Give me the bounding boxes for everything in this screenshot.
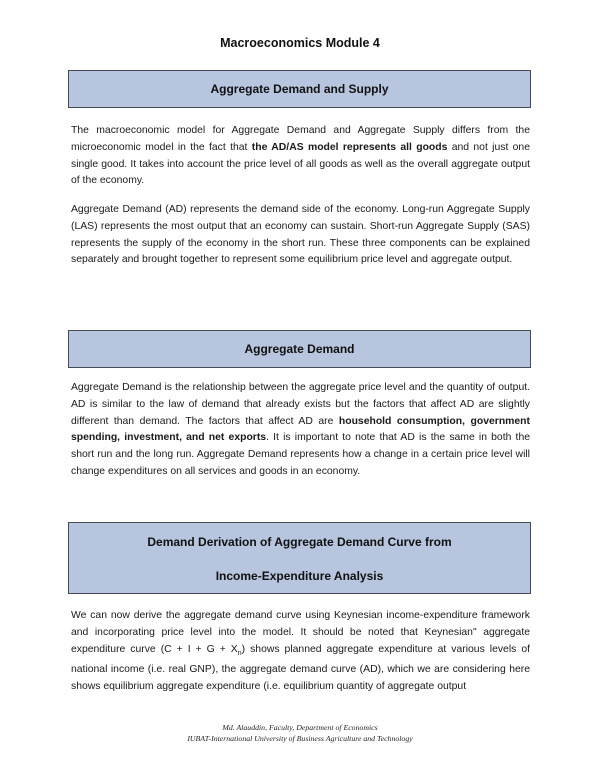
paragraph-components: Aggregate Demand (AD) represents the demand side of the economy. Long-run Aggregate Supply (LAS) represents the most output that an economy can sustain. Short-run Aggregate Supply (SAS) represents the supply of the economy in the short run. These three components can be explained separately and brought together to represent some equilibrium price level and aggregate output.: [71, 204, 530, 266]
footer-author: Md. Alauddin, Faculty, Department of Economics: [222, 723, 378, 732]
paragraph-text: We can now derive the aggregate demand curve using Keynesian income-expenditure framework and incorporating price level into the model. It should be noted that Keynesian" aggregate expenditure curve (C + I + G + X: [71, 610, 530, 655]
paragraph-aggregate-demand: [71, 380, 530, 481]
section-heading-aggregate-demand: Aggregate Demand: [68, 330, 531, 368]
paragraph-text: Aggregate Demand is the relationship between the aggregate price level and the quantity of output. AD is similar to the law of demand that already exists but the factors that affect AD are slightly different than demand. The factors that affect AD are: [71, 382, 530, 427]
paragraph-derivation: [71, 608, 530, 696]
section-heading-line: Income-Expenditure Analysis: [215, 569, 384, 583]
paragraph-text: The macroeconomic model for Aggregate Demand and Aggregate Supply differs from the microeconomic model in the fact that: [71, 125, 530, 153]
paragraph-bold-text: the AD/AS model represents all goods: [251, 141, 448, 153]
footer-institution: IUBAT-International University of Business Agriculture and Technology: [187, 734, 413, 743]
paragraph-text: . It is important to note that AD is the same in both the short run and the long run. Aggregate Demand represents how a change in a certain price level will change expenditures on all services and goods in an economy.: [71, 432, 530, 477]
paragraph-intro: [71, 123, 530, 190]
section-heading-derivation: [68, 522, 531, 594]
section-heading-ad-as: Aggregate Demand and Supply: [68, 70, 531, 108]
paragraph-bold-text: household consumption, government spending, investment, and net exports: [71, 415, 530, 444]
section-heading-line: Demand Derivation of Aggregate Demand Curve from: [147, 535, 452, 549]
paragraph-text: ) shows planned aggregate expenditure at various levels of national income (i.e. real GNP), the aggregate demand curve (AD), which we are considering here shows equilibrium aggregate expenditure (i.e. equilibrium quantity of aggregate output: [71, 643, 531, 693]
subscript-text: n: [237, 649, 242, 657]
page-title: Macroeconomics Module 4: [220, 36, 380, 50]
page-footer: [0, 722, 600, 744]
paragraph-text: and not just one single good. It takes into account the price level of all goods as well as the overall aggregate output of the economy.: [71, 141, 530, 187]
